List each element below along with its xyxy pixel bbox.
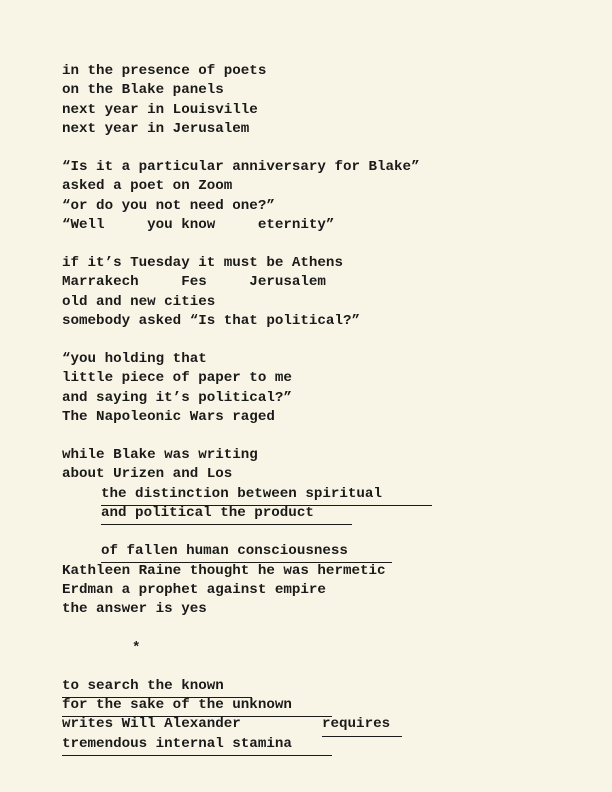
poem-line: and saying it’s political?” — [62, 390, 292, 406]
poem-line: “you holding that — [62, 351, 207, 367]
section-separator: * — [132, 640, 141, 656]
poem-line: The Napoleonic Wars raged — [62, 409, 275, 425]
poem-line: “Well you know eternity” — [62, 217, 335, 233]
poem-line: next year in Jerusalem — [62, 121, 250, 137]
poem-line: about Urizen and Los — [62, 466, 233, 482]
poem-line-indented: the distinction between spiritual — [101, 486, 382, 502]
poem-line: old and new cities — [62, 294, 216, 310]
poem-line: little piece of paper to me — [62, 370, 292, 386]
poem-line: to search the known — [62, 678, 224, 694]
underline — [322, 736, 402, 737]
poem-line-fragment: requires — [322, 716, 391, 732]
poem-line: for the sake of the unknown — [62, 697, 292, 713]
poem-line: Kathleen Raine thought he was hermetic — [62, 563, 386, 579]
poem-line: somebody asked “Is that political?” — [62, 313, 360, 329]
poem-line: on the Blake panels — [62, 82, 224, 98]
poem-line: tremendous internal stamina — [62, 736, 292, 752]
poem-line-indented: of fallen human consciousness — [101, 543, 348, 559]
poem-line: if it’s Tuesday it must be Athens — [62, 255, 343, 271]
poem-line: in the presence of poets — [62, 63, 267, 79]
poem-line: “Is it a particular anniversary for Blake” — [62, 159, 420, 175]
poem-line: the answer is yes — [62, 601, 207, 617]
underline — [62, 755, 332, 756]
poem-line: writes Will Alexander — [62, 716, 241, 732]
poem-line-indented: and political the product — [101, 505, 314, 521]
poem-line: next year in Louisville — [62, 102, 258, 118]
poem-line: asked a poet on Zoom — [62, 178, 233, 194]
poem-line: while Blake was writing — [62, 447, 258, 463]
poem-line: Erdman a prophet against empire — [62, 582, 326, 598]
poem-line: “or do you not need one?” — [62, 198, 275, 214]
underline — [101, 524, 352, 525]
poem-line: Marrakech Fes Jerusalem — [62, 274, 326, 290]
